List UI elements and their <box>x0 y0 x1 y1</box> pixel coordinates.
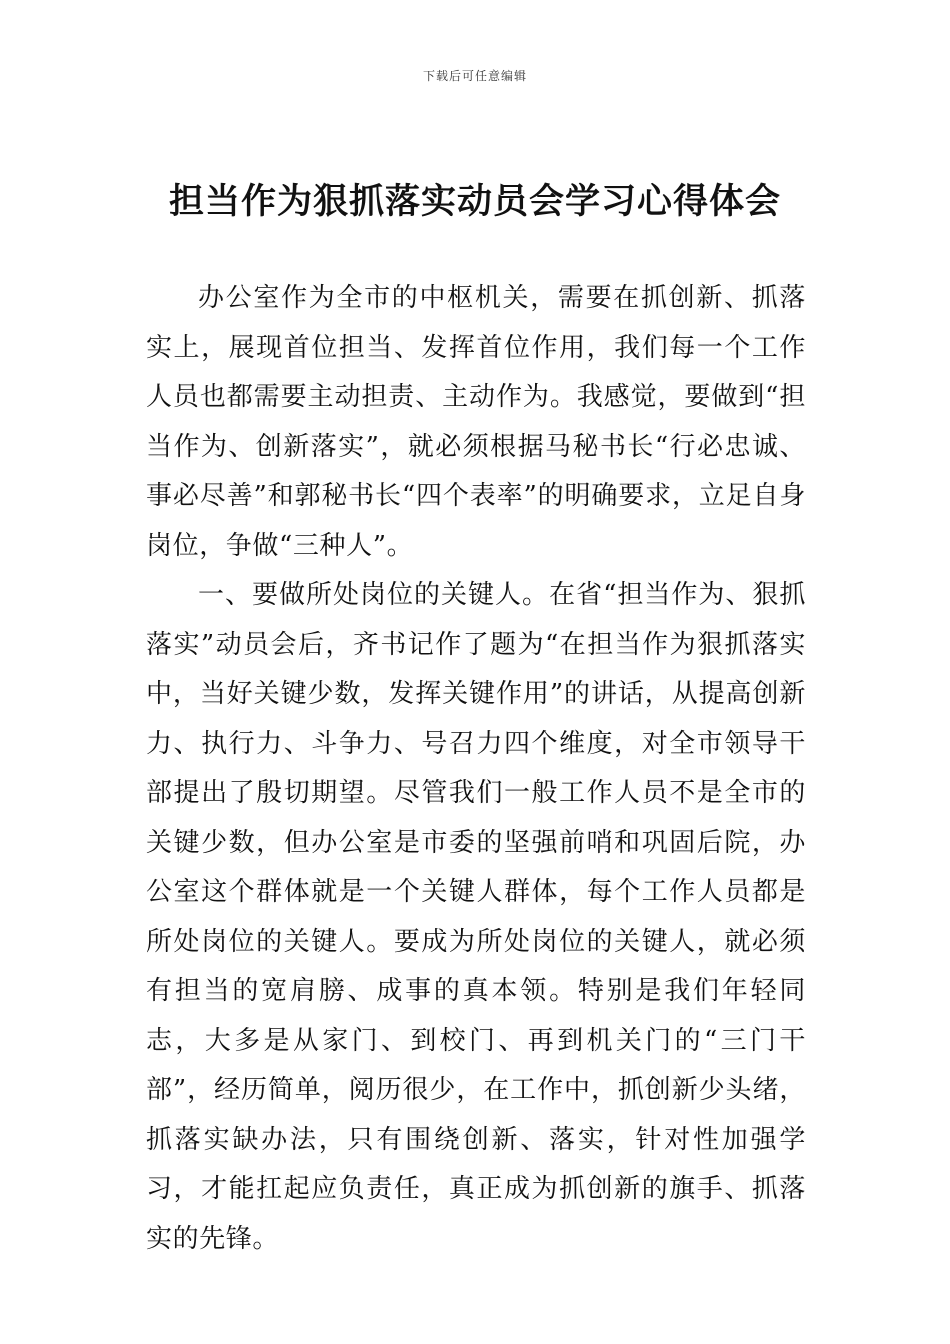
page-header-note: 下载后可任意编辑 <box>422 69 527 83</box>
document-title: 担当作为狠抓落实动员会学习心得体会 <box>168 182 781 222</box>
document-body <box>146 274 806 1264</box>
paragraph-key-person: 一、要做所处岗位的关键人。在省“担当作为、狠抓落实”动员会后，齐书记作了题为“在担当作为狠抓落实中，当好关键少数，发挥关键作用”的讲话，从提高创新力、执行力、斗争力、号召力四个维度，对全市领导干部提出了殷切期望。尽管我们一般工作人员不是全市的关键少数，但办公室是市委的坚强前哨和巩固后院，办公室这个群体就是一个关键人群体，每个工作人员都是所处岗位的关键人。要成为所处岗位的关键人，就必须有担当的宽肩膀、成事的真本领。特别是我们年轻同志，大多是从家门、到校门、再到机关门的“三门干部”，经历简单，阅历很少，在工作中，抓创新少头绪，抓落实缺办法，只有围绕创新、落实，针对性加强学习，才能扛起应负责任，真正成为抓创新的旗手、抓落实的先锋。 <box>146 580 806 1254</box>
paragraph-intro: 办公室作为全市的中枢机关，需要在抓创新、抓落实上，展现首位担当、发挥首位作用，我们每一个工作人员也都需要主动担责、主动作为。我感觉，要做到“担当作为、创新落实”，就必须根据马秘书长“行必忠诚、事必尽善”和郭秘书长“四个表率”的明确要求，立足自身岗位，争做“三种人”。 <box>146 283 806 561</box>
